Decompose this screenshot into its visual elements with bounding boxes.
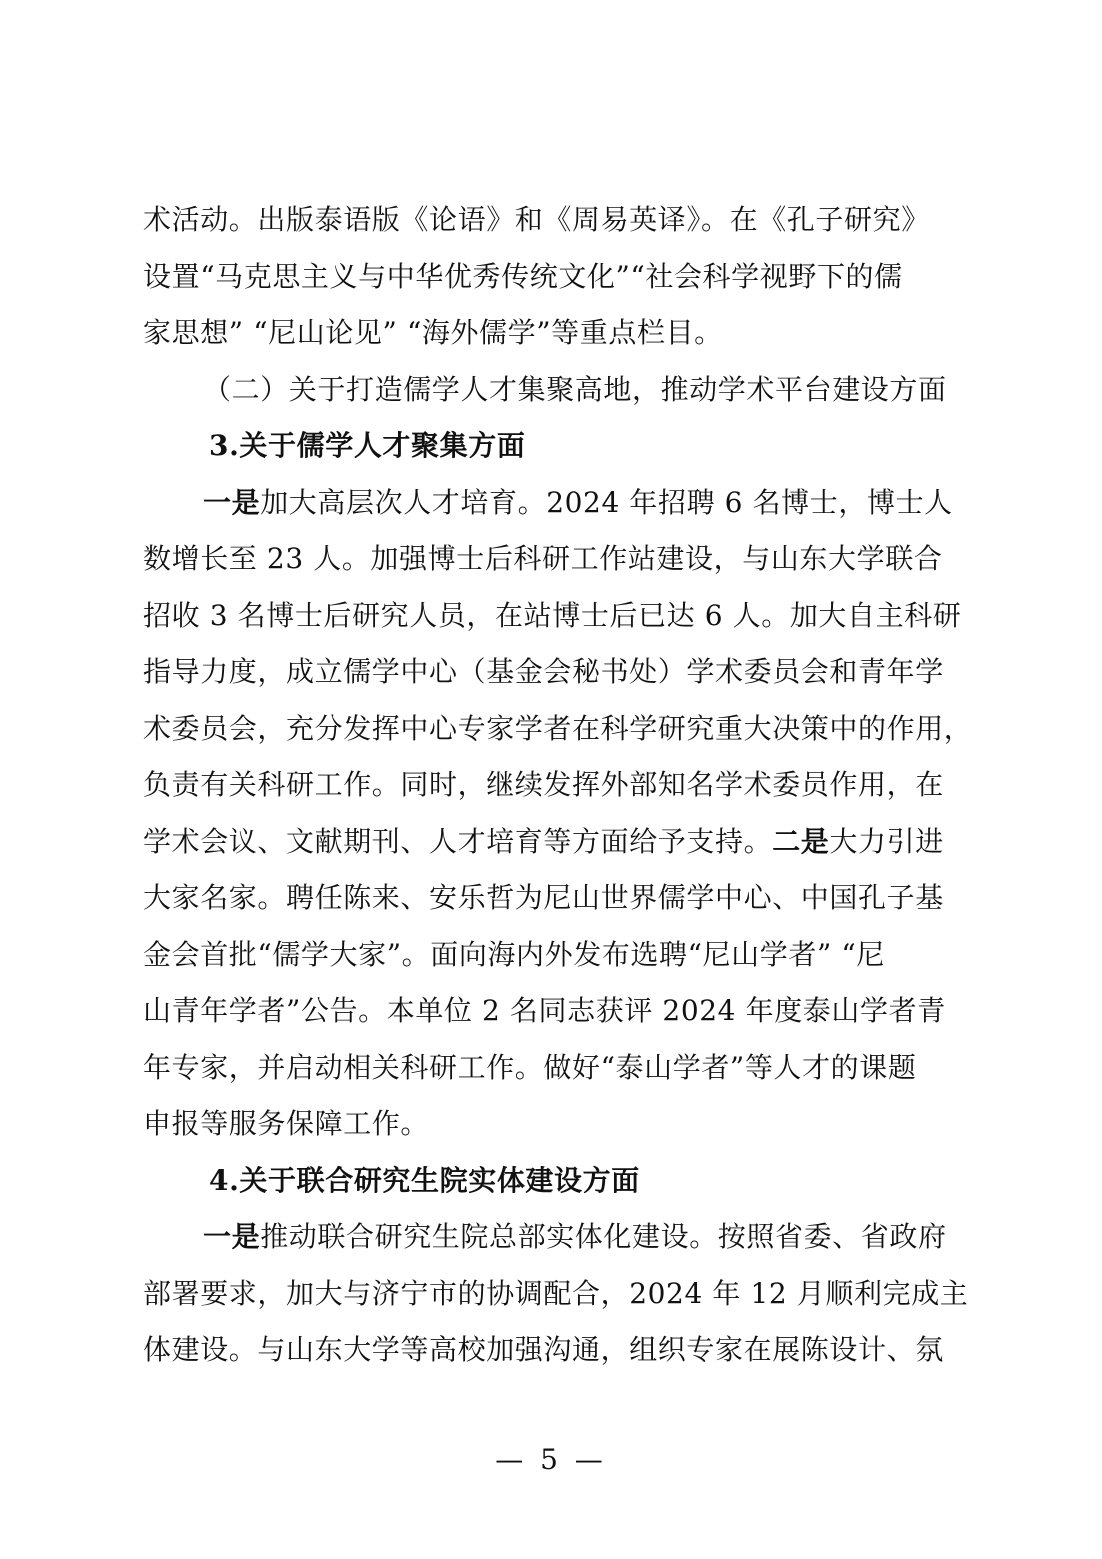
keyword-first: 一是 (203, 485, 261, 519)
document-body (143, 192, 973, 1379)
keyword-first: 一是 (203, 1220, 261, 1253)
text-line (143, 757, 973, 814)
line-text: 体建设。与山东大学等高校加强沟通，组织专家在展陈设计、氛 (143, 1333, 944, 1366)
text-line (143, 927, 973, 984)
line-text: 学术会议、文献期刊、人才培育等方面给予支持。 (143, 824, 773, 858)
text-line (143, 870, 973, 927)
subsection-heading (143, 418, 973, 475)
text-line (143, 983, 973, 1040)
line-text: 加大高层次人才培育。2024 年招聘 6 名博士，博士人 (260, 485, 953, 519)
line-text: 设置“马克思主义与中华优秀传统文化”“社会科学视野下的儒 (143, 259, 903, 293)
line-text: 金会首批“儒学大家”。面向海内外发布选聘“尼山学者” “尼 (143, 937, 885, 971)
paragraph-start (143, 1209, 973, 1266)
page-number: — 5 — (495, 1443, 607, 1476)
line-text: 负责有关科研工作。同时，继续发挥外部知名学术委员作用，在 (143, 768, 944, 801)
line-text: 山青年学者”公告。本单位 2 名同志获评 2024 年度泰山学者青 (143, 994, 946, 1027)
line-text: 术委员会，充分发挥中心专家学者在科学研究重大决策中的作用， (143, 711, 973, 745)
text-line (143, 249, 973, 306)
line-text: 年专家，并启动相关科研工作。做好“泰山学者”等人才的课题 (143, 1050, 917, 1084)
text-line (143, 1266, 973, 1323)
section-heading-text: （二）关于打造儒学人才集聚高地，推动学术平台建设方面 (203, 372, 947, 406)
line-text: 数增长至 23 人。加强博士后科研工作站建设，与山东大学联合 (143, 542, 943, 575)
section-heading (143, 362, 973, 419)
text-line (143, 531, 973, 588)
text-line (143, 1040, 973, 1097)
line-text: 指导力度，成立儒学中心（基金会秘书处）学术委员会和青年学 (143, 655, 944, 688)
line-text: 家思想” “尼山论见” “海外儒学”等重点栏目。 (143, 316, 723, 349)
line-text: 招收 3 名博士后研究人员，在站博士后已达 6 人。加大自主科研 (143, 598, 962, 632)
text-line (143, 305, 973, 362)
subsection-heading-text: 3.关于儒学人才聚集方面 (209, 429, 526, 462)
line-text: 申报等服务保障工作。 (143, 1107, 430, 1140)
text-line (143, 814, 973, 871)
subsection-heading (143, 1153, 973, 1210)
text-line (143, 1322, 973, 1379)
text-line (143, 588, 973, 645)
text-line (143, 644, 973, 701)
line-text: 部署要求，加大与济宁市的协调配合，2024 年 12 月顺利完成主 (143, 1276, 969, 1310)
line-text: 大力引进 (829, 824, 944, 858)
paragraph-start (143, 475, 973, 532)
text-line (143, 701, 973, 758)
subsection-heading-text: 4.关于联合研究生院实体建设方面 (209, 1163, 640, 1197)
text-line (143, 1096, 973, 1153)
line-text: 术活动。出版泰语版《论语》和《周易英译》。在《孔子研究》 (143, 203, 930, 236)
keyword-second: 二是 (772, 824, 830, 858)
line-text: 大家名家。聘任陈来、安乐哲为尼山世界儒学中心、中国孔子基 (143, 881, 944, 914)
text-line (143, 192, 973, 249)
line-text: 推动联合研究生院总部实体化建设。按照省委、省政府 (260, 1220, 947, 1253)
